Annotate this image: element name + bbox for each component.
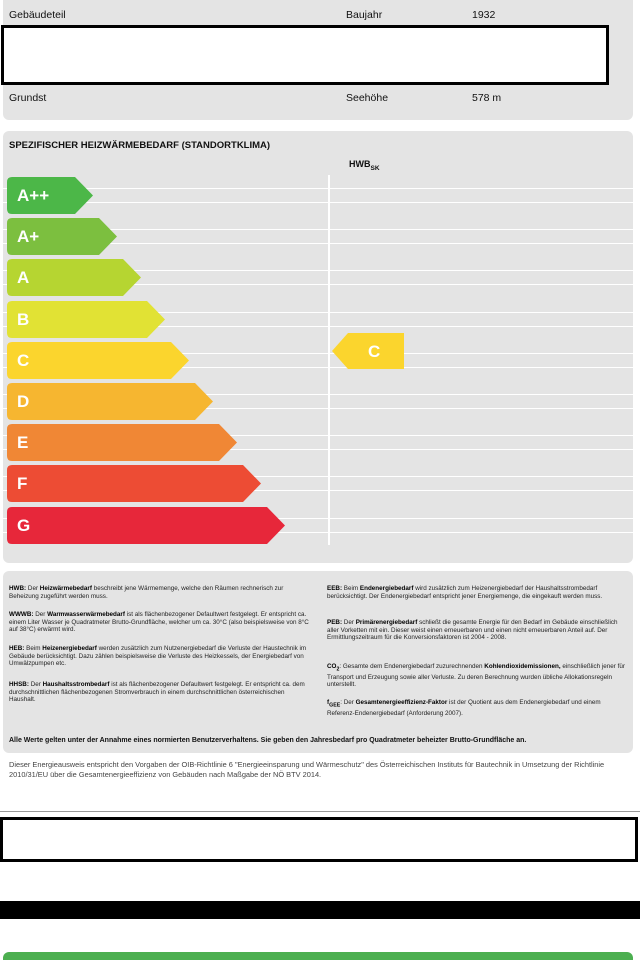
rating-bar-aplus	[7, 218, 117, 255]
rating-bar-label: A+	[17, 227, 40, 247]
def-hhsb-term: HHSB:	[9, 681, 29, 688]
column-divider	[328, 175, 330, 545]
def-heb-term: HEB:	[9, 645, 25, 652]
rating-track	[3, 175, 633, 216]
def-hwb-term: HWB:	[9, 585, 27, 592]
def-co2-pre: : Gesamte dem Endenergiebedarf zuzurechnenden	[339, 663, 483, 670]
def-eeb	[327, 585, 627, 600]
hwb-title: SPEZIFISCHER HEIZWÄRMEBEDARF (STANDORTKLIMA)	[9, 140, 271, 151]
def-heb-text: werden zusätzlich zum Nutzenergiebedarf die Verluste der Haustechnik im Gebäude berücksichtigt. Dazu zählen beispielsweise die Verluste des Heizkessels, der Energiebedarf von Umwälzpumpen etc.	[9, 645, 307, 667]
def-eeb-name: Endenergiebedarf	[359, 585, 414, 592]
rating-bar-label: A++	[17, 186, 50, 205]
rating-bar-aplusplus	[7, 177, 93, 214]
rating-bar-label: G	[17, 515, 31, 535]
def-co2	[327, 663, 627, 689]
definitions-footnote: Alle Werte gelten unter der Annahme eines normierten Benutzerverhaltens. Sie geben den Jahresbedarf pro Quadratmeter beheizter Brutto-Grundfläche an.	[9, 737, 527, 744]
def-peb-name: Primärenergiebedarf	[355, 619, 418, 626]
def-hhsb	[9, 681, 309, 704]
altitude-value: 578 m	[472, 92, 502, 104]
def-fgee-text: ist der Quotient aus dem Endenergiebedarf und einem Referenz-Endenergiebedarf (Anforderung 2007).	[327, 699, 601, 717]
redacted-box	[1, 25, 609, 85]
def-heb-pre: Beim	[26, 645, 41, 652]
current-rating-marker	[332, 333, 404, 369]
hwb-column-label	[349, 159, 380, 172]
hwb-column-text: HWB	[349, 159, 371, 169]
def-peb-pre: Der	[343, 619, 354, 626]
hwb-column-sub: SK	[370, 164, 380, 172]
year-value: 1932	[472, 9, 496, 21]
hwb-panel	[3, 131, 633, 563]
legal-text: Dieser Energieausweis entspricht den Vorgaben der OIB-Richtlinie 6 "Energieeinsparung und Wärmeschutz" des Österreichischen Instituts für Bautechnik in Umsetzung der Richtlinie 2010/31/EU über die Gesamtenergieeffizienz von Gebäuden nach Maßgabe der NÖ BTV 2014.	[9, 760, 605, 779]
def-co2-name: Kohlendioxidemissionen,	[484, 663, 561, 670]
def-hwb-pre: Der	[27, 585, 39, 592]
altitude-label: Seehöhe	[346, 92, 389, 104]
def-fgee-term: f	[327, 699, 330, 706]
rating-bar-shape	[7, 383, 213, 420]
def-wwwb-term: WWWB:	[9, 611, 34, 618]
def-fgee-pre: : Der	[340, 699, 354, 706]
definitions-panel	[3, 571, 633, 753]
rating-bar-b	[7, 301, 165, 338]
def-eeb-pre: Beim	[343, 585, 359, 592]
def-hwb-text: beschreibt jene Wärmemenge, welche den Räumen rechnerisch zur Beheizung zugeführt werden muss.	[9, 585, 284, 600]
rating-bar-c	[7, 342, 189, 379]
def-wwwb	[9, 611, 309, 634]
def-co2-sub: 2	[336, 666, 340, 673]
rating-bar-e	[7, 424, 237, 461]
rating-bar-f	[7, 465, 261, 502]
def-hhsb-name: Haushaltsstrombedarf	[42, 681, 110, 688]
rating-bar-shape	[7, 424, 237, 461]
def-wwwb-text: ist als flächenbezogener Defaultwert festgelegt. Er entspricht ca. einem Liter Wasser je Quadratmeter Brutto-Grundfläche, welcher um ca. 30°C (also beispielsweise von 8°C auf 38°C) erwärmt wird.	[9, 611, 309, 633]
rating-bar-d	[7, 383, 213, 420]
black-bar	[0, 901, 640, 919]
def-hhsb-text: ist als flächenbezogener Defaultwert festgelegt. Er entspricht ca. dem durchschnittlichen flächenbezogenen Stromverbrauch in einem durchschnittlichen österreichischen Haushalt.	[9, 681, 305, 703]
def-fgee	[327, 699, 627, 717]
def-fgee-name: Gesamtenergieeffizienz-Faktor	[355, 699, 448, 706]
current-rating-label: C	[368, 342, 381, 361]
rating-bar-label: C	[17, 350, 30, 370]
def-heb	[9, 645, 309, 668]
rating-bar-label: D	[17, 392, 30, 411]
def-peb-text: schließt die gesamte Energie für den Bedarf im Gebäude einschließlich aller Vorketten mit ein. Dieser weist einen erneuerbaren und einen nicht erneuerbaren Anteil auf. Der Ermittlungszeitraum für die Konversionsfaktoren ist 2004 - 2008.	[327, 619, 618, 641]
rating-bar-label: F	[17, 474, 28, 494]
def-hwb	[9, 585, 309, 600]
green-bar	[3, 952, 633, 960]
def-wwwb-name: Warmwasserwärmebedarf	[47, 611, 125, 618]
rating-bar-label: B	[17, 309, 30, 329]
rating-bar-shape	[7, 465, 261, 502]
rating-bar-label: E	[17, 433, 29, 453]
def-peb-term: PEB:	[327, 619, 343, 626]
plot-label: Grundst	[9, 92, 47, 104]
def-hwb-name: Heizwärmebedarf	[39, 585, 92, 592]
redacted-box-2	[0, 817, 638, 862]
rating-bar-shape	[7, 342, 189, 379]
divider-line	[0, 811, 640, 812]
rating-bar-shape	[7, 507, 285, 544]
rating-bar-a	[7, 259, 141, 296]
def-eeb-text: wird zusätzlich zum Heizenergiebedarf der Haushaltsstrombedarf berücksichtigt. Der Endenergiebedarf entspricht jener Energiemenge, die eingekauft werden muss.	[327, 585, 603, 600]
track-line	[3, 188, 633, 189]
def-co2-term: CO	[327, 663, 337, 670]
track-line	[3, 202, 633, 203]
def-hhsb-pre: Der	[30, 681, 41, 688]
def-fgee-sub: GEE	[329, 702, 341, 709]
rating-bar-g	[7, 507, 285, 544]
building-part-label: Gebäudeteil	[9, 9, 66, 21]
rating-bar-label: A	[17, 268, 30, 288]
def-peb	[327, 619, 627, 642]
def-eeb-term: EEB:	[327, 585, 343, 592]
def-co2-text: einschließlich jener für Transport und Erzeugung sowie aller Verluste. Zu deren Berechnung wurden übliche Allokationsregeln unterstellt.	[327, 663, 625, 689]
def-heb-name: Heizenergiebedarf	[42, 645, 97, 652]
rating-bar-shape	[7, 301, 165, 338]
year-label: Baujahr	[346, 9, 383, 21]
def-wwwb-pre: Der	[35, 611, 46, 618]
